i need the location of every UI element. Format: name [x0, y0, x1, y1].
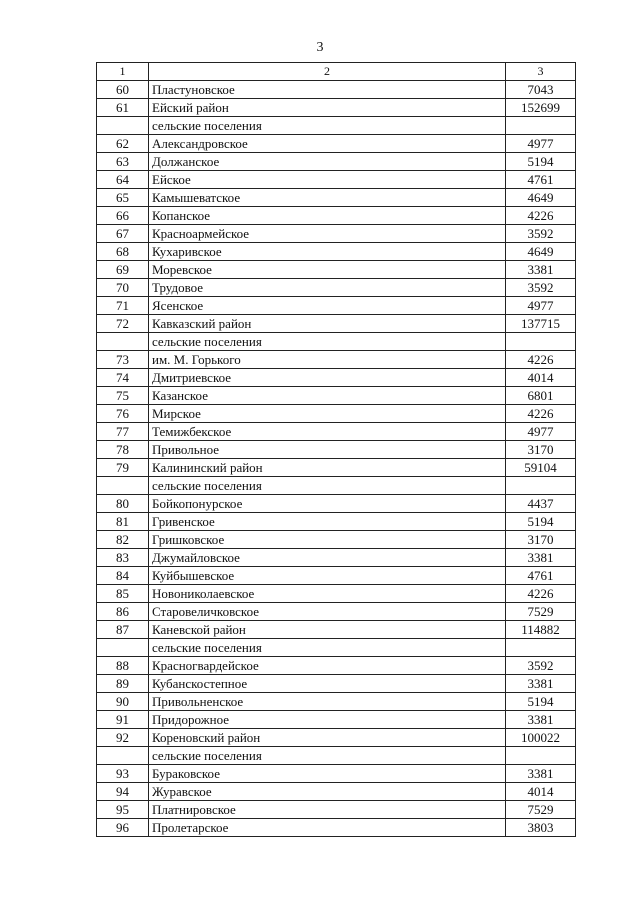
row-name: Гривенское	[149, 513, 506, 531]
row-value: 3381	[506, 711, 576, 729]
row-value: 100022	[506, 729, 576, 747]
row-value	[506, 117, 576, 135]
row-value: 59104	[506, 459, 576, 477]
row-value: 4977	[506, 297, 576, 315]
row-name: Журавское	[149, 783, 506, 801]
row-value: 3381	[506, 549, 576, 567]
row-number: 68	[97, 243, 149, 261]
row-number: 61	[97, 99, 149, 117]
table-row	[97, 765, 576, 783]
table-row	[97, 387, 576, 405]
row-number: 87	[97, 621, 149, 639]
row-number: 89	[97, 675, 149, 693]
row-number: 90	[97, 693, 149, 711]
table-row	[97, 81, 576, 99]
row-value: 7043	[506, 81, 576, 99]
row-name: сельские поселения	[149, 333, 506, 351]
row-number: 77	[97, 423, 149, 441]
row-number: 67	[97, 225, 149, 243]
page-number: 3	[316, 40, 324, 55]
row-value: 4014	[506, 369, 576, 387]
row-value: 4014	[506, 783, 576, 801]
row-number: 60	[97, 81, 149, 99]
table-row	[97, 315, 576, 333]
row-value: 152699	[506, 99, 576, 117]
row-name: Пластуновское	[149, 81, 506, 99]
row-number: 93	[97, 765, 149, 783]
row-number: 71	[97, 297, 149, 315]
header-col-3: 3	[506, 63, 576, 81]
row-value: 3381	[506, 675, 576, 693]
row-value: 4226	[506, 351, 576, 369]
row-value: 3803	[506, 819, 576, 837]
table-row	[97, 549, 576, 567]
row-number: 84	[97, 567, 149, 585]
row-name: Мирское	[149, 405, 506, 423]
table-row	[97, 711, 576, 729]
row-name: Пролетарское	[149, 819, 506, 837]
row-number: 95	[97, 801, 149, 819]
row-number: 96	[97, 819, 149, 837]
row-name: им. М. Горького	[149, 351, 506, 369]
table-row	[97, 585, 576, 603]
row-number: 73	[97, 351, 149, 369]
row-name: Трудовое	[149, 279, 506, 297]
row-number: 91	[97, 711, 149, 729]
row-value: 7529	[506, 603, 576, 621]
row-number: 62	[97, 135, 149, 153]
row-name: Александровское	[149, 135, 506, 153]
row-name: Копанское	[149, 207, 506, 225]
table-row	[97, 207, 576, 225]
row-name: Бураковское	[149, 765, 506, 783]
table-row	[97, 369, 576, 387]
row-number: 76	[97, 405, 149, 423]
row-number: 81	[97, 513, 149, 531]
table-row	[97, 783, 576, 801]
table-row	[97, 675, 576, 693]
row-name: Платнировское	[149, 801, 506, 819]
row-number: 72	[97, 315, 149, 333]
header-col-2: 2	[149, 63, 506, 81]
row-number: 70	[97, 279, 149, 297]
row-value: 4649	[506, 243, 576, 261]
row-number: 85	[97, 585, 149, 603]
row-value: 3381	[506, 261, 576, 279]
row-name: сельские поселения	[149, 747, 506, 765]
row-value: 4437	[506, 495, 576, 513]
table-row	[97, 423, 576, 441]
table-row	[97, 261, 576, 279]
row-name: Калининский район	[149, 459, 506, 477]
row-number: 64	[97, 171, 149, 189]
row-value	[506, 747, 576, 765]
row-name: Джумайловское	[149, 549, 506, 567]
row-name: Кавказский район	[149, 315, 506, 333]
row-number	[97, 747, 149, 765]
table-row	[97, 225, 576, 243]
row-value	[506, 639, 576, 657]
table-row	[97, 603, 576, 621]
table-row	[97, 135, 576, 153]
table-row	[97, 405, 576, 423]
header-col-1: 1	[97, 63, 149, 81]
table-row	[97, 279, 576, 297]
row-name: Темижбекское	[149, 423, 506, 441]
row-name: Казанское	[149, 387, 506, 405]
row-name: Ейский район	[149, 99, 506, 117]
row-value: 4761	[506, 567, 576, 585]
table-row	[97, 495, 576, 513]
row-name: Должанское	[149, 153, 506, 171]
row-name: сельские поселения	[149, 477, 506, 495]
header-row	[97, 63, 576, 81]
row-name: Бойкопонурское	[149, 495, 506, 513]
row-number	[97, 477, 149, 495]
row-value	[506, 477, 576, 495]
table-row	[97, 189, 576, 207]
row-number: 66	[97, 207, 149, 225]
row-name: Привольненское	[149, 693, 506, 711]
row-number: 86	[97, 603, 149, 621]
table-row	[97, 639, 576, 657]
table-row	[97, 117, 576, 135]
row-number: 65	[97, 189, 149, 207]
row-name: Кухаривское	[149, 243, 506, 261]
table-row	[97, 441, 576, 459]
row-value: 3592	[506, 279, 576, 297]
table-row	[97, 819, 576, 837]
row-value: 4761	[506, 171, 576, 189]
row-name: Привольное	[149, 441, 506, 459]
row-name: Гришковское	[149, 531, 506, 549]
row-number: 82	[97, 531, 149, 549]
row-value: 3592	[506, 657, 576, 675]
row-number	[97, 117, 149, 135]
row-number	[97, 333, 149, 351]
row-value: 3592	[506, 225, 576, 243]
row-value	[506, 333, 576, 351]
table-row	[97, 153, 576, 171]
table-row	[97, 243, 576, 261]
table-row	[97, 657, 576, 675]
row-name: Камышеватское	[149, 189, 506, 207]
row-value: 137715	[506, 315, 576, 333]
table-row	[97, 531, 576, 549]
row-number: 79	[97, 459, 149, 477]
table-header	[97, 63, 576, 81]
row-name: Красногвардейское	[149, 657, 506, 675]
row-value: 5194	[506, 153, 576, 171]
row-name: Моревское	[149, 261, 506, 279]
row-name: Ейское	[149, 171, 506, 189]
table-row	[97, 99, 576, 117]
table-row	[97, 351, 576, 369]
row-value: 6801	[506, 387, 576, 405]
row-value: 7529	[506, 801, 576, 819]
row-number: 74	[97, 369, 149, 387]
row-number: 63	[97, 153, 149, 171]
row-number: 92	[97, 729, 149, 747]
table-row	[97, 297, 576, 315]
row-name: Каневской район	[149, 621, 506, 639]
row-name: Красноармейское	[149, 225, 506, 243]
settlements-table	[96, 62, 576, 837]
row-value: 3381	[506, 765, 576, 783]
row-name: Ясенское	[149, 297, 506, 315]
table-row	[97, 171, 576, 189]
row-name: Дмитриевское	[149, 369, 506, 387]
table-row	[97, 333, 576, 351]
row-number: 83	[97, 549, 149, 567]
row-number: 78	[97, 441, 149, 459]
table-row	[97, 801, 576, 819]
row-value: 5194	[506, 693, 576, 711]
table-row	[97, 621, 576, 639]
row-number: 80	[97, 495, 149, 513]
row-value: 4977	[506, 135, 576, 153]
table-row	[97, 729, 576, 747]
row-name: сельские поселения	[149, 117, 506, 135]
row-name: Новониколаевское	[149, 585, 506, 603]
table-row	[97, 477, 576, 495]
row-value: 4649	[506, 189, 576, 207]
table-row	[97, 459, 576, 477]
row-number: 88	[97, 657, 149, 675]
table-row	[97, 567, 576, 585]
row-name: Кубанскостепное	[149, 675, 506, 693]
row-name: Придорожное	[149, 711, 506, 729]
row-value: 3170	[506, 531, 576, 549]
table-body	[97, 81, 576, 837]
row-value: 5194	[506, 513, 576, 531]
row-name: сельские поселения	[149, 639, 506, 657]
row-value: 4226	[506, 585, 576, 603]
row-name: Старовеличковское	[149, 603, 506, 621]
row-number: 69	[97, 261, 149, 279]
row-value: 3170	[506, 441, 576, 459]
row-number: 94	[97, 783, 149, 801]
row-value: 114882	[506, 621, 576, 639]
row-value: 4226	[506, 207, 576, 225]
table-row	[97, 513, 576, 531]
row-name: Куйбышевское	[149, 567, 506, 585]
row-value: 4226	[506, 405, 576, 423]
row-value: 4977	[506, 423, 576, 441]
table-row	[97, 693, 576, 711]
table-row	[97, 747, 576, 765]
row-name: Кореновский район	[149, 729, 506, 747]
row-number	[97, 639, 149, 657]
row-number: 75	[97, 387, 149, 405]
